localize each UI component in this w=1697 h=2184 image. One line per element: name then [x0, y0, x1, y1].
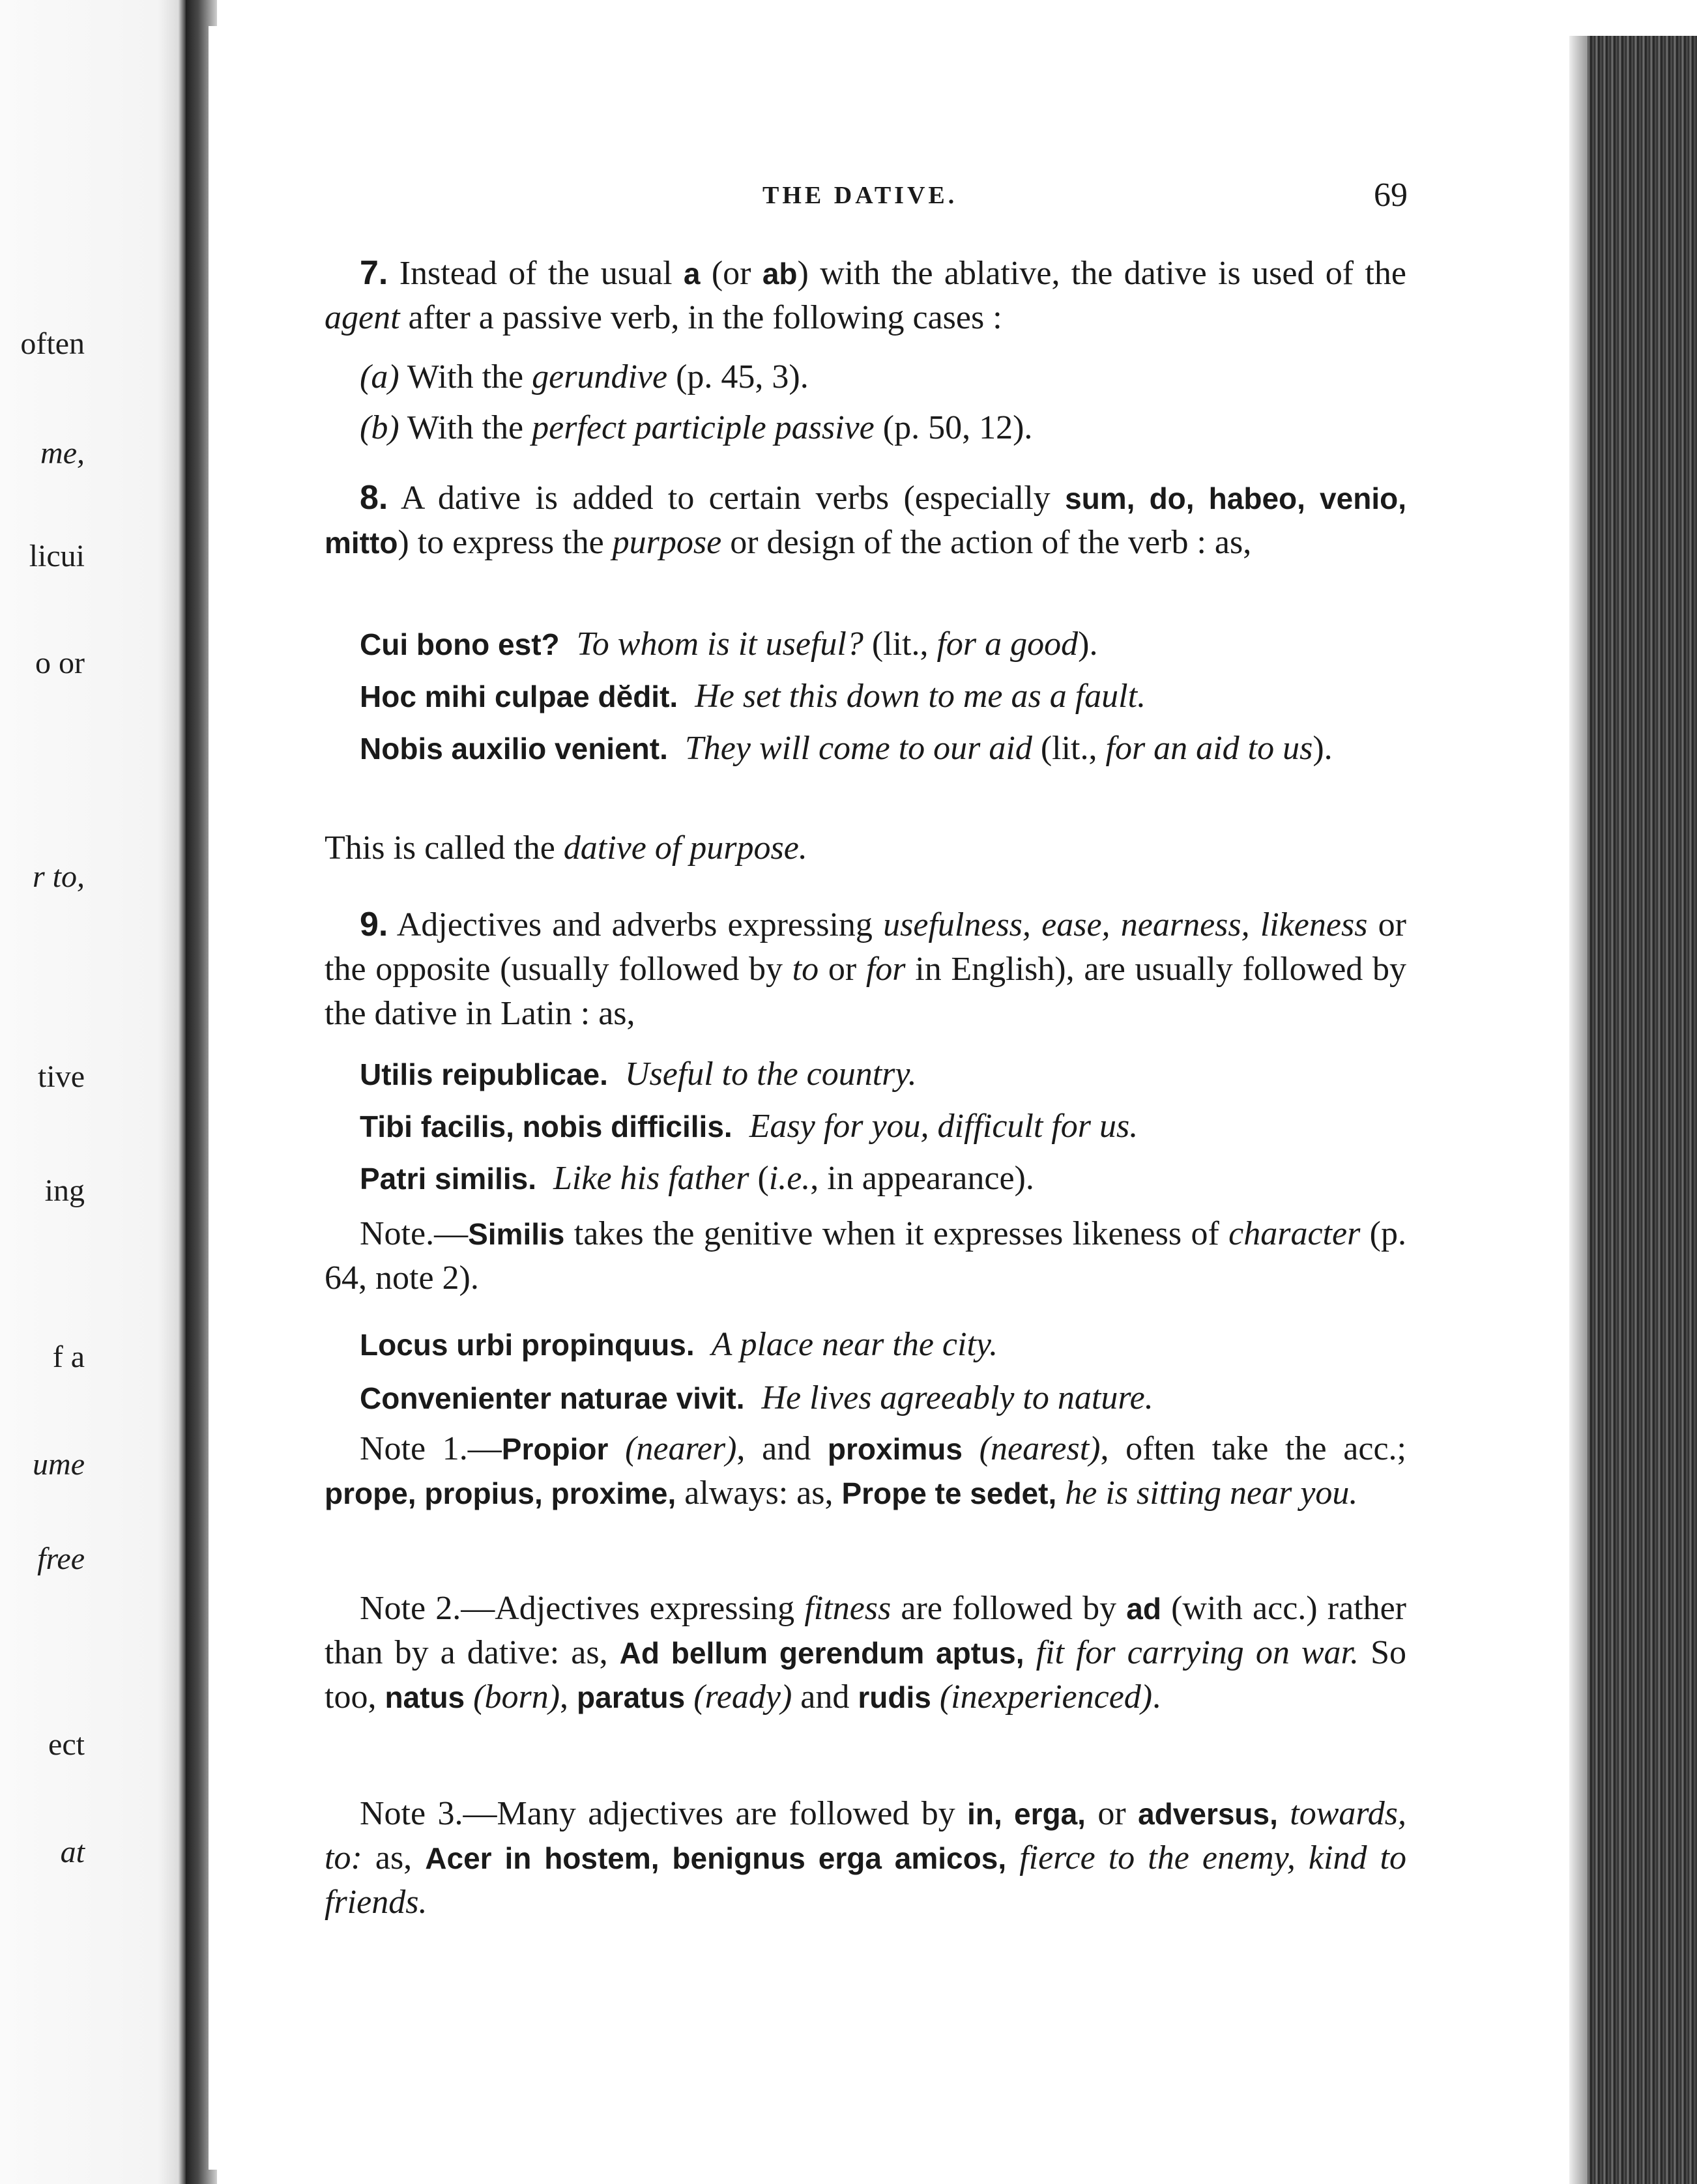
- text: as,: [362, 1839, 426, 1876]
- left-page-fragment: ing: [44, 1173, 85, 1208]
- translation: Useful to the country.: [624, 1056, 917, 1093]
- translation: he is sitting near you.: [1056, 1474, 1358, 1512]
- text: ).: [1078, 625, 1098, 663]
- text: , and: [736, 1430, 828, 1467]
- section-number: 8.: [360, 479, 388, 517]
- translation: for an aid to us: [1105, 730, 1313, 767]
- text: So too,: [325, 1634, 1406, 1716]
- text: With the: [399, 358, 532, 395]
- text: or the opposite (usually followed by: [325, 906, 1406, 988]
- note-1: [325, 1427, 1406, 1516]
- left-page-fragment: r to,: [32, 859, 85, 894]
- book-page-edge-highlight: [1569, 36, 1588, 2184]
- left-page-fragment: licui: [29, 539, 85, 573]
- case-label: (b): [360, 409, 399, 446]
- example-line: [360, 1104, 1409, 1149]
- note-label: Note.—: [360, 1215, 469, 1252]
- left-page-fragment: o or: [35, 646, 85, 680]
- case-b: [360, 406, 1409, 450]
- translation: fit for carrying on war.: [1024, 1634, 1359, 1671]
- note-2: [325, 1587, 1406, 1719]
- italic-term: (nearest): [962, 1430, 1101, 1467]
- text: ).: [1313, 730, 1333, 767]
- text: in English), are usually followed by the dative in Latin : as,: [325, 951, 1406, 1032]
- example-line: [360, 622, 1409, 667]
- text: Adjectives expressing: [495, 1590, 805, 1627]
- italic-term: (ready): [685, 1678, 792, 1716]
- italic-term: dative of purpose.: [563, 829, 807, 867]
- text: (p. 45, 3).: [667, 358, 809, 395]
- case-a: [360, 355, 1409, 399]
- text: With the: [399, 409, 532, 446]
- italic-term: usefulness, ease, nearness, likeness: [883, 906, 1368, 943]
- text: always: as,: [676, 1474, 842, 1512]
- italic-term: (inexperienced): [931, 1678, 1153, 1716]
- latin-term: paratus: [577, 1680, 686, 1714]
- text: (: [749, 1160, 769, 1197]
- section-8: [325, 476, 1406, 565]
- latin-term: ad: [1126, 1592, 1161, 1626]
- text: (lit.,: [863, 625, 937, 663]
- latin-term: ab: [762, 257, 798, 291]
- latin-example: Utilis reipublicae.: [360, 1057, 608, 1091]
- italic-term: perfect participle passive: [532, 409, 875, 446]
- translation: Easy for you, difficult for us.: [749, 1108, 1139, 1145]
- translation: He set this down to me as a fault.: [695, 678, 1146, 715]
- text: .: [1152, 1678, 1161, 1716]
- running-head: THE DATIVE.: [762, 182, 958, 209]
- text: (lit.,: [1032, 730, 1106, 767]
- latin-term: rudis: [858, 1680, 931, 1714]
- italic-term: gerundive: [532, 358, 668, 395]
- left-page-fragment: ume: [33, 1447, 85, 1482]
- latin-example: Patri similis.: [360, 1162, 537, 1196]
- text: ) with the ablative, the dative is used of the: [797, 255, 1406, 292]
- italic-term: towards, to:: [325, 1795, 1406, 1876]
- text: or: [1085, 1795, 1139, 1832]
- example-line: [360, 1157, 1409, 1201]
- left-page-fragment: often: [20, 326, 85, 361]
- section-9: [325, 902, 1406, 1036]
- page-header: [326, 176, 1408, 228]
- text: (p. 50, 12).: [874, 409, 1033, 446]
- latin-term: in, erga,: [967, 1797, 1086, 1831]
- text: and: [792, 1678, 858, 1716]
- section-number: 7.: [360, 254, 388, 292]
- text: (with acc.) rather than by a dative: as,: [325, 1590, 1406, 1671]
- text: after a passive verb, in the following cases :: [399, 299, 1002, 336]
- text: This is called the: [325, 829, 564, 867]
- note-3: [325, 1792, 1406, 1925]
- italic-term: to: [792, 951, 819, 988]
- text: Many adjectives are followed by: [497, 1795, 968, 1832]
- text: or: [819, 951, 866, 988]
- text: ,: [560, 1678, 577, 1716]
- latin-example: Ad bellum gerendum aptus,: [619, 1636, 1024, 1670]
- text: ) to express the: [398, 524, 613, 561]
- italic-term: for: [865, 951, 906, 988]
- latin-example: Locus urbi propinquus.: [360, 1328, 695, 1362]
- latin-term: adversus,: [1138, 1797, 1278, 1831]
- left-page-fragment: tive: [38, 1059, 85, 1094]
- text: are followed by: [891, 1590, 1127, 1627]
- text: , in appearance).: [810, 1160, 1034, 1197]
- text: , often take the acc.;: [1100, 1430, 1406, 1467]
- italic-term: (nearer): [608, 1430, 737, 1467]
- note-label: Note 3.—: [360, 1795, 497, 1832]
- example-line: [360, 1052, 1409, 1097]
- italic-term: (born): [465, 1678, 560, 1716]
- note-label: Note 1.—: [360, 1430, 502, 1467]
- left-page-fragment: f a: [52, 1340, 85, 1374]
- latin-example: Acer in hostem, benignus erga amicos,: [425, 1841, 1007, 1875]
- latin-example: Convenienter naturae vivit.: [360, 1381, 745, 1415]
- latin-example: Tibi facilis, nobis difficilis.: [360, 1110, 732, 1143]
- section-7: [325, 251, 1406, 340]
- left-page-fragment: me,: [40, 436, 85, 470]
- text: (or: [700, 255, 762, 292]
- latin-example: Nobis auxilio venient.: [360, 732, 668, 766]
- example-line: [325, 726, 1406, 771]
- text: A dative is added to certain verbs (especially: [388, 480, 1066, 517]
- note-label: Note 2.—: [360, 1590, 495, 1627]
- translation: He lives agreeably to nature.: [761, 1379, 1153, 1416]
- italic-term: character: [1228, 1215, 1361, 1252]
- text: Instead of the usual: [388, 255, 684, 292]
- translation: They will come to our aid: [684, 730, 1032, 767]
- text: Adjectives and adverbs expressing: [388, 906, 884, 943]
- italic-term: purpose: [612, 524, 722, 561]
- text: or design of the action of the verb : as,: [721, 524, 1252, 561]
- translation: for a good: [936, 625, 1079, 663]
- latin-term: Propior: [501, 1432, 609, 1466]
- latin-term: sum, do, habeo, venio, mitto: [325, 481, 1406, 560]
- latin-term: Similis: [468, 1217, 565, 1251]
- example-line: [360, 674, 1409, 719]
- latin-term: natus: [384, 1680, 465, 1714]
- section-number: 9.: [360, 906, 388, 943]
- left-page-fragment: ect: [48, 1727, 85, 1762]
- translation: A place near the city.: [711, 1326, 998, 1363]
- latin-term: a: [683, 257, 701, 291]
- left-page-edge: [0, 0, 186, 2184]
- left-page-fragment: free: [37, 1542, 85, 1576]
- text: takes the genitive when it expresses likeness of: [564, 1215, 1229, 1252]
- summary-line: [325, 826, 1406, 870]
- page-number: 69: [1374, 177, 1408, 214]
- text: (p. 64, note 2).: [325, 1215, 1406, 1297]
- book-page-edges: [1569, 36, 1697, 2184]
- example-line: [360, 1323, 1409, 1367]
- italic-term: agent: [325, 299, 400, 336]
- left-page-fragment: at: [60, 1835, 85, 1869]
- italic-term: fitness: [804, 1590, 892, 1627]
- latin-term: prope, propius, proxime,: [325, 1476, 676, 1510]
- note-similis: [325, 1212, 1406, 1300]
- case-label: (a): [360, 358, 399, 395]
- latin-example: Cui bono est?: [360, 627, 560, 661]
- latin-term: proximus: [827, 1432, 963, 1466]
- latin-example: Prope te sedet,: [841, 1476, 1057, 1510]
- translation: Like his father: [553, 1160, 749, 1197]
- translation: To whom is it useful?: [576, 625, 863, 663]
- latin-example: Hoc mihi culpae dĕdit.: [360, 680, 678, 713]
- translation: fierce to the enemy, kind to friends.: [325, 1839, 1406, 1921]
- example-line: [360, 1376, 1409, 1420]
- italic-term: i.e.: [768, 1160, 811, 1197]
